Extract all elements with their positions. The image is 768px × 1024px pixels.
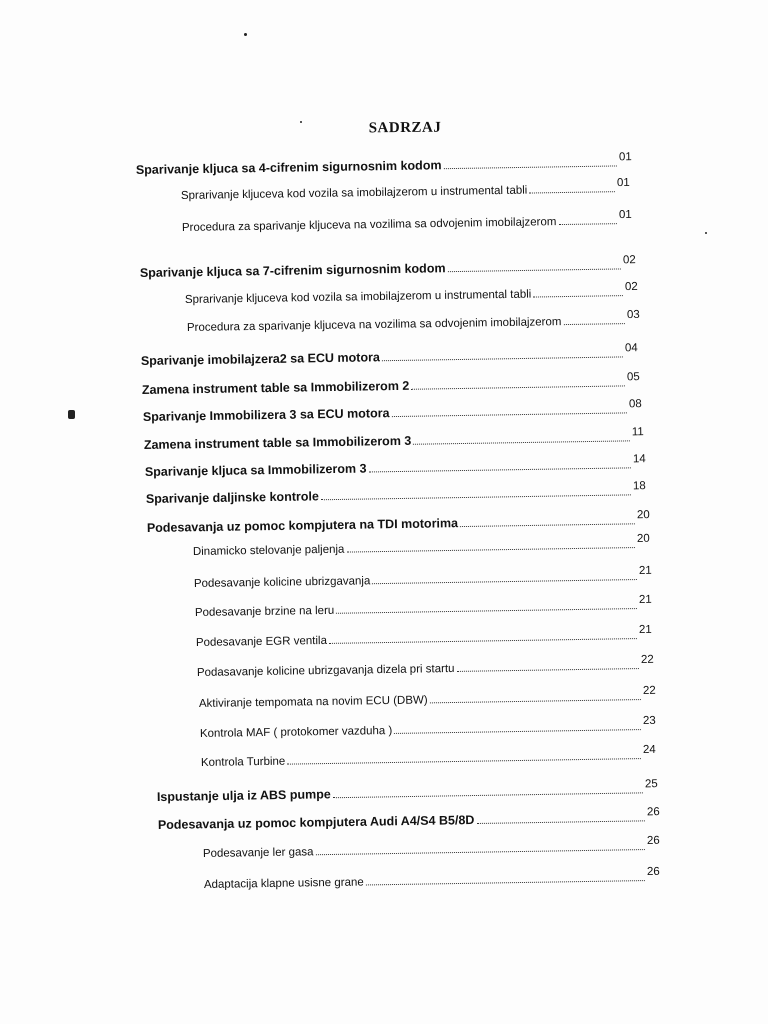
dot-leader [460,522,635,527]
toc-entry-label: Sprarivanje kljuceva kod vozila sa imobilajzerom u instrumental tabli [184,288,532,306]
dot-leader [413,439,630,444]
toc-entry-page: 22 [640,653,654,667]
toc-entry [180,176,630,202]
scan-speck [244,33,247,36]
toc-entry [194,593,652,619]
toc-entry-label: Sparivanje kljuca sa Immobilizerom 3 [144,461,367,479]
toc-entry [156,778,658,804]
toc-entry [144,453,646,479]
dot-leader [346,546,635,553]
dot-leader [411,384,625,389]
toc-entry-page: 02 [622,254,636,267]
toc-entry-label: Podesavanje EGR ventila [195,634,328,649]
dot-leader [392,411,628,417]
toc-entry [196,653,654,679]
dot-leader [329,637,637,644]
toc-entry-label: Procedura za sparivanje kljuceva na vozilima sa odvojenim imobilajzerom [186,316,562,334]
dot-leader [448,267,622,272]
toc-entry-label: Sprarivanje kljuceva kod vozila sa imobilajzerom u instrumental tabli [180,184,528,202]
toc-entry [142,398,642,424]
dot-leader [321,493,631,500]
toc-entry [199,714,656,740]
toc-entry [192,532,650,558]
toc-entry-page: 23 [642,714,656,728]
dot-leader [533,294,623,297]
toc-entry [146,509,650,535]
toc-entry [157,806,660,832]
toc-entry-label: Sparivanje imobilajzera2 sa ECU motora [140,350,380,368]
toc-entry [145,480,646,506]
dot-leader [366,879,645,885]
toc-entry [181,208,632,234]
toc-entry [200,743,656,769]
toc-entry-label: Procedura za sparivanje kljuceva na vozilima sa odvojenim imobilajzerom [181,216,557,234]
toc-entry [143,426,644,452]
dot-leader [372,578,637,584]
toc-entry-label: Sparivanje Immobilizera 3 sa ECU motora [142,406,390,424]
toc-entry [193,564,652,590]
dot-leader [444,164,618,169]
toc-entry-page: 03 [626,308,640,322]
toc-entry-page: 20 [636,509,650,522]
toc-entry-label: Sparivanje daljinske kontrole [145,489,319,506]
toc-entry-page: 20 [636,532,650,546]
toc-entry-label: Kontrola MAF ( protokomer vazduha ) [199,724,393,740]
dot-leader [563,322,625,325]
toc-entry-label: Adaptacija klapne usisne grane [203,876,364,891]
dot-leader [369,466,632,472]
toc-entry-page: 21 [638,623,652,637]
toc-entry [141,371,640,397]
toc-entry-page: 24 [642,743,656,757]
dot-leader [336,607,637,614]
dot-leader [316,848,646,855]
toc-entry [135,151,632,177]
toc-entry-page: 02 [624,280,638,294]
toc-entry-page: 01 [616,176,630,190]
dot-leader [529,190,615,193]
toc-entry [202,834,660,860]
toc-entry-page: 14 [632,453,646,466]
toc-entry-page: 26 [646,865,660,879]
toc-entry [140,342,638,368]
toc-entry-label: Ispustanje ulja iz ABS pumpe [156,787,331,804]
toc-entry-label: Podesavanje brzine na leru [194,604,335,619]
dot-leader [394,728,641,734]
toc-entry [139,254,636,280]
dot-leader [287,757,641,765]
toc-entry-label: Podesavanje kolicine ubrizgavanja [193,575,371,590]
dot-leader [476,819,645,824]
dot-leader [558,222,617,225]
toc-entry-label: Dinamicko stelovanje paljenja [192,543,345,558]
scan-mark [68,410,75,419]
toc-entry-page: 08 [628,398,642,411]
toc-entry-label: Sparivanje kljuca sa 7-cifrenim sigurnosnim kodom [139,261,446,280]
toc-entry [203,865,660,891]
toc-entry-page: 04 [624,342,638,355]
toc-entry-page: 25 [644,778,658,791]
dot-leader [457,667,640,672]
toc-entry-page: 21 [638,564,652,578]
toc-entry-label: Podesavanja uz pomoc kompjutera Audi A4/S4 B5/8D [157,813,475,832]
toc-entry-label: Zamena instrument table sa Immobilizerom 2 [141,378,410,397]
toc-entry [184,280,638,306]
dot-leader [382,355,623,361]
toc-entry-page: 21 [638,593,652,607]
page-title: SADRZAJ [368,119,442,137]
toc-entry-label: Zamena instrument table sa Immobilizerom 3 [143,433,412,452]
toc-entry-page: 05 [626,371,640,384]
toc-entry-label: Aktiviranje tempomata na novim ECU (DBW) [198,694,428,710]
scan-speck [705,232,707,234]
toc-entry-page: 01 [618,151,632,164]
toc-entry-page: 11 [631,426,644,439]
toc-entry-label: Podesavanja uz pomoc kompjutera na TDI motorima [146,516,459,535]
toc-entry-page: 18 [632,480,646,493]
toc-entry-label: Podasavanje kolicine ubrizgavanja dizela pri startu [196,662,455,679]
toc-entry-page: 26 [646,806,660,819]
toc-entry [198,684,656,710]
dot-leader [333,791,643,798]
toc-entry-page: 22 [642,684,656,698]
toc-entry-label: Kontrola Turbine [200,755,286,769]
dot-leader [430,698,641,703]
toc-entry-page: 26 [646,834,660,848]
toc-entry-label: Podesavanje ler gasa [202,846,314,860]
toc-entry-label: Sparivanje kljuca sa 4-cifrenim sigurnosnim kodom [135,158,442,177]
toc-entry [186,308,640,334]
toc-entry [195,623,652,649]
scan-speck [300,121,302,123]
toc-entry-page: 01 [618,208,632,222]
